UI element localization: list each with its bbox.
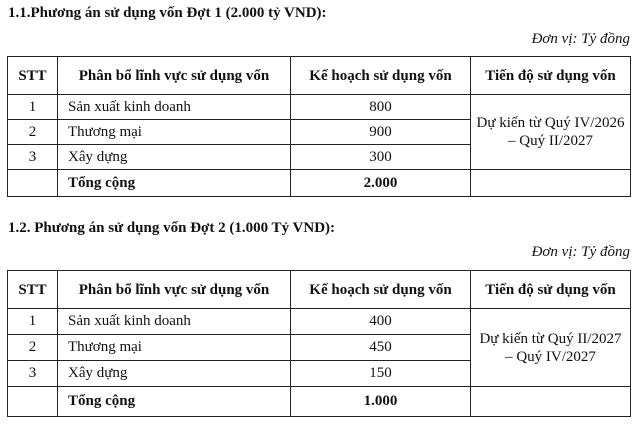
section-2-unit: Đơn vị: Tỷ đồng [531, 244, 630, 260]
row-plan-value: 900 [291, 120, 471, 145]
row-field: Sản xuất kinh doanh [58, 309, 291, 335]
row-field: Xây dựng [58, 361, 291, 387]
row-plan-value: 450 [291, 335, 471, 361]
total-row [8, 387, 631, 417]
column-header-field: Phân bổ lĩnh vực sử dụng vốn [58, 57, 291, 95]
table-row [8, 309, 631, 335]
section-1-heading: 1.1.Phương án sử dụng vốn Đợt 1 (2.000 tỷ VND): [8, 5, 327, 21]
column-header-plan: Kế hoạch sử dụng vốn [291, 271, 471, 309]
column-header-field: Phân bổ lĩnh vực sử dụng vốn [58, 271, 291, 309]
column-header-plan: Kế hoạch sử dụng vốn [291, 57, 471, 95]
row-stt: 2 [8, 335, 58, 361]
total-row [8, 170, 631, 197]
progress-cell: Dự kiến từ Quý IV/2026 – Quý II/2027 [471, 95, 631, 170]
section-2-heading: 1.2. Phương án sử dụng vốn Đợt 2 (1.000 Tỷ VND): [8, 220, 336, 236]
total-progress-empty [471, 387, 631, 417]
progress-cell: Dự kiến từ Quý II/2027 – Quý IV/2027 [471, 309, 631, 387]
total-progress-empty [471, 170, 631, 197]
row-stt: 3 [8, 361, 58, 387]
row-stt: 2 [8, 120, 58, 145]
row-stt: 1 [8, 309, 58, 335]
row-field: Thương mại [58, 335, 291, 361]
row-plan-value: 400 [291, 309, 471, 335]
total-label: Tổng cộng [58, 387, 291, 417]
column-header-stt: STT [8, 271, 58, 309]
section-1-table [7, 56, 631, 197]
row-stt: 3 [8, 145, 58, 170]
row-field: Xây dựng [58, 145, 291, 170]
section-1-unit: Đơn vị: Tỷ đồng [531, 31, 630, 47]
row-stt: 1 [8, 95, 58, 120]
total-stt-empty [8, 387, 58, 417]
table-header-row [8, 57, 631, 95]
total-stt-empty [8, 170, 58, 197]
total-label: Tổng cộng [58, 170, 291, 197]
section-2-table [7, 270, 631, 417]
row-plan-value: 800 [291, 95, 471, 120]
column-header-stt: STT [8, 57, 58, 95]
total-value: 1.000 [291, 387, 471, 417]
table-row [8, 95, 631, 120]
row-field: Thương mại [58, 120, 291, 145]
row-plan-value: 300 [291, 145, 471, 170]
column-header-progress: Tiến độ sử dụng vốn [471, 271, 631, 309]
row-field: Sản xuất kinh doanh [58, 95, 291, 120]
row-plan-value: 150 [291, 361, 471, 387]
table-header-row [8, 271, 631, 309]
total-value: 2.000 [291, 170, 471, 197]
column-header-progress: Tiến độ sử dụng vốn [471, 57, 631, 95]
